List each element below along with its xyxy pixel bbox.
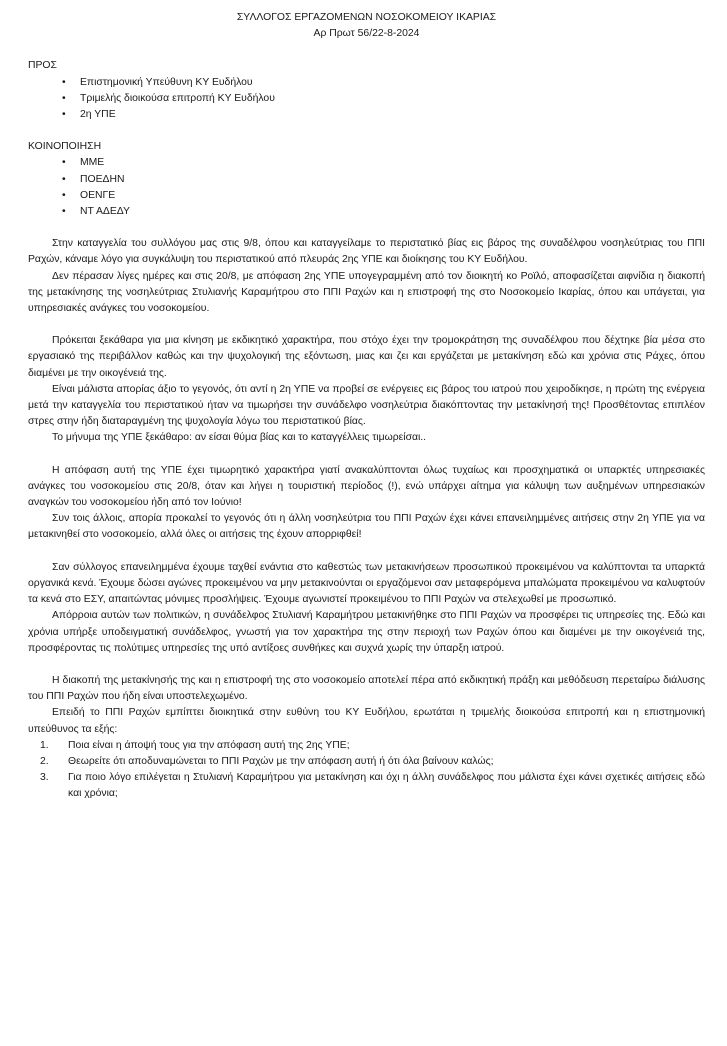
question-item [40,754,705,770]
body-paragraph: Συν τοις άλλοις, απορία προκαλεί το γεγονός ότι η άλλη νοσηλεύτρια του ΠΠΙ Ραχών έχει κάνει επανειλημμένες αιτήσεις στην 2η ΥΠΕ για να μετακινηθεί στο νοσοκομείο, αλλά όλες οι αιτήσεις της έχουν απορριφθεί! [28,513,705,541]
question-text: Ποια είναι η άποψή τους για την απόφαση αυτή της 2ης ΥΠΕ; [68,739,350,751]
protocol-number: Αρ Πρωτ 56/22-8-2024 [313,28,420,40]
question-number: 1. [40,739,49,751]
body-paragraph: Απόρροια αυτών των πολιτικών, η συνάδελφος Στυλιανή Καραμήτρου μετακινήθηκε στο ΠΠΙ Ραχών να προσφέρει τις υπηρεσίες της. Εδώ και χρόνια υπήρξε υποδειγματική συνάδελφος, γνωστή για τον χαρακτήρα της στην περιοχή των Ραχών όπου και διαμένει με την οικογένειά της, προσφέροντας τις πολύτιμες υπηρεσίες της υπό αντίξοες συνθήκες και συχνά χωρίς την ύπαρξη ιατρού. [28,610,705,654]
list-item: • 2η ΥΠΕ [62,107,705,123]
body-paragraph: Η απόφαση αυτή της ΥΠΕ έχει τιμωρητικό χαρακτήρα γιατί ανακαλύπτονται όλως τυχαίως και προσχηματικά οι υπαρκτές υπηρεσιακές ανάγκες του νοσοκομείου στις 20/8, όταν και λήγει η τουριστική περίοδος (!), ενώ υπάρχει αίτημα για κάλυψη των αυξημένων υπηρεσιακών αναγκών του νοσοκομείου ήδη από τον Ιούνιο! [28,464,705,509]
body-paragraph: Είναι μάλιστα απορίας άξιο το γεγονός, ότι αντί η 2η ΥΠΕ να προβεί σε ενέργειες εις βάρος του ιατρού που χειροδίκησε, η πρώτη της ενέργεια μετά την καταγγελία του περιστατικού ήταν να τιμωρήσει την συνάδελφο νοσηλεύτρια διακόπτοντας την μετακίνησή της! Προσθέτοντας επιπλέον στρες στην ήδη διαταραγμένη της ψυχολογία λόγω του περιστατικού βίας. [28,383,705,428]
question-text: Για ποιο λόγο επιλέγεται η Στυλιανή Καραμήτρου για μετακίνηση και όχι η άλλη συνάδελφος που μάλιστα έχει κάνει σχετικές αιτήσεις εδώ και χρόνια; [68,772,705,800]
list-item: • Τριμελής διοικούσα επιτροπή ΚΥ Ευδήλου [62,91,705,107]
body-paragraph: Το μήνυμα της ΥΠΕ ξεκάθαρο: αν είσαι θύμα βίας και το καταγγέλλεις τιμωρείσαι.. [52,432,427,444]
organization-name: ΣΥΛΛΟΓΟΣ ΕΡΓΑΖΟΜΕΝΩΝ ΝΟΣΟΚΟΜΕΙΟΥ ΙΚΑΡΙΑΣ [236,12,497,23]
list-item: • ΝΤ ΑΔΕΔΥ [62,204,705,220]
body-paragraph: Η διακοπή της μετακίνησής της και η επιστροφή της στο νοσοκομείο αποτελεί πέρα από εκδικητική πράξη και μεθόδευση περεταίρω διάλυσης του ΠΠΙ Ραχών που ήδη είναι υποστελεχωμένο. [28,674,705,703]
cc-label: ΚΟΙΝΟΠΟΙΗΣΗ [28,141,102,153]
recipients-list [28,75,705,124]
list-item: • ΜΜΕ [62,155,705,171]
body-paragraph: Σαν σύλλογος επανειλημμένα έχουμε ταχθεί ενάντια στο καθεστώς των μετακινήσεων προσωπικού προκειμένου να καλύπτονται τα υπαρκτά οργανικά κενά. Έχουμε δώσει αγώνες προκειμένου να μην μετακινούνται οι εργαζόμενοι σαν μεταφερόμενα μπαλώματα προκειμένου να καλυφτούν τα κενά στο ΕΣΥ, απαιτώντας μόνιμες προσλήψεις. Έχουμε αγωνιστεί προκειμένου το ΠΠΙ Ραχών να στελεχωθεί με προσωπικό. [28,561,705,606]
body-paragraph: Στην καταγγελία του συλλόγου μας στις 9/8, όπου και καταγγείλαμε το περιστατικό βίας εις βάρος της συναδέλφου νοσηλεύτριας του ΠΠΙ Ραχών, κάναμε λόγο για συγκάλυψη του περιστατικού από πλευράς 2ης ΥΠΕ και διοίκησης του ΚΥ Ευδήλου. [28,238,705,266]
question-text: Θεωρείτε ότι αποδυναμώνεται το ΠΠΙ Ραχών με την απόφαση αυτή ή ότι όλα βαίνουν καλώς; [68,755,494,767]
list-item: • Επιστημονική Υπεύθυνη ΚΥ Ευδήλου [62,75,705,91]
question-number: 3. [40,772,49,784]
question-item [40,738,705,754]
questions-list [28,738,705,803]
recipients-label: ΠΡΟΣ [28,60,57,72]
list-item: • ΟΕΝΓΕ [62,188,705,204]
question-item [40,770,705,802]
body-paragraph: Πρόκειται ξεκάθαρα για μια κίνηση με εκδικητικό χαρακτήρα, που στόχο έχει την τρομοκράτηση της συναδέλφου που δέχτηκε βία μέσα στο εργασιακό της περιβάλλον καθώς και την ψυχολογική της εξόντωση, μιας και ζει και εργάζεται με μετακίνηση εδώ και χρόνια στις Ράχες, όπου διαμένει με την οικογένειά της. [28,335,705,379]
body-paragraph: Δεν πέρασαν λίγες ημέρες και στις 20/8, με απόφαση 2ης ΥΠΕ υπογεγραμμένη από τον διοικητή κο Ροϊλό, αποφασίζεται αιφνίδια η διακοπή της μετακίνησης της νοσηλεύτριας Στυλιανής Καραμήτρου στο ΠΠΙ Ραχών και η επιστροφή της στο Νοσοκομείο Ικαρίας, όπου και υπάγεται, για υπηρεσιακές ανάγκες του νοσοκομείου. [28,270,705,315]
question-number: 2. [40,755,49,767]
body-paragraph: Επειδή το ΠΠΙ Ραχών εμπίπτει διοικητικά στην ευθύνη του ΚΥ Ευδήλου, ερωτάται η τριμελής διοικούσα επιτροπή και η επιστημονική υπεύθυνος τα εξής: [28,707,705,735]
list-item: • ΠΟΕΔΗΝ [62,172,705,188]
cc-list [28,155,705,220]
